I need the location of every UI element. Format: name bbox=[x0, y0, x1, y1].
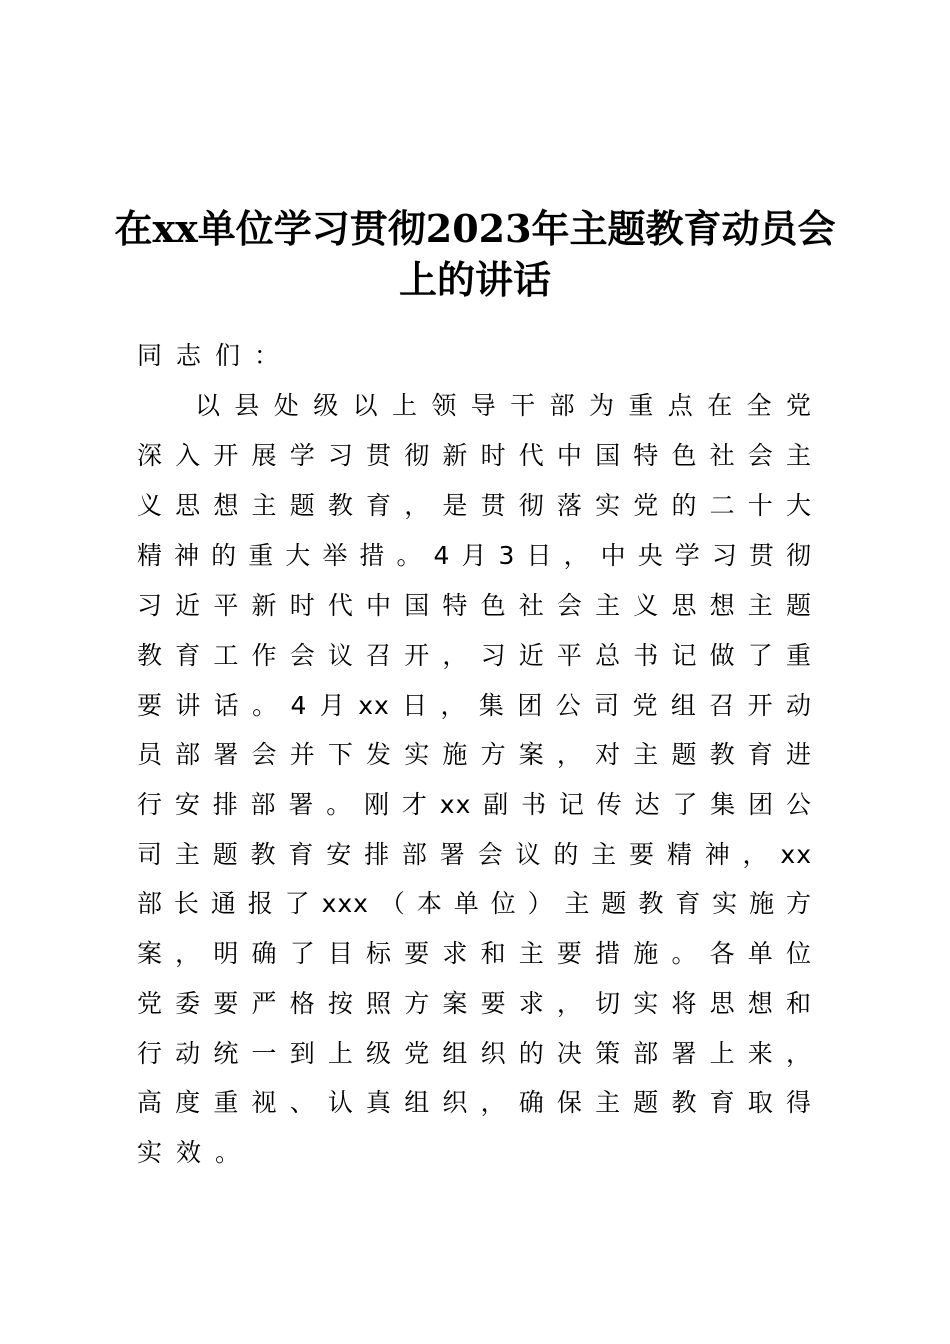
body-line: 司主题教育安排部署会议的主要精神，xx bbox=[137, 840, 812, 869]
salutation: 同志们： bbox=[137, 341, 294, 370]
body-line: 以县处级以上领导干部为重点在全党 bbox=[195, 391, 812, 420]
body-line: 要讲话。4月xx日，集团公司党组召开动 bbox=[137, 691, 812, 720]
body-line: 案，明确了目标要求和主要措施。各单位 bbox=[137, 939, 812, 968]
body-line: 行动统一到上级党组织的决策部署上来， bbox=[137, 1039, 812, 1068]
body-line: 习近平新时代中国特色社会主义思想主题 bbox=[137, 591, 812, 620]
body-line: 精神的重大举措。4月3日，中央学习贯彻 bbox=[137, 541, 812, 570]
body-line: 部长通报了xxx（本单位）主题教育实施方 bbox=[137, 889, 812, 918]
body-line: 行安排部署。刚才xx副书记传达了集团公 bbox=[137, 790, 812, 819]
body-line: 深入开展学习贯彻新时代中国特色社会主 bbox=[137, 441, 812, 470]
document-title-line-1: 在xx单位学习贯彻2023年主题教育动员会 bbox=[114, 206, 836, 251]
body-line: 义思想主题教育，是贯彻落实党的二十大 bbox=[137, 491, 812, 520]
body-line: 党委要严格按照方案要求，切实将思想和 bbox=[137, 989, 812, 1018]
document-title-line-2: 上的讲话 bbox=[398, 257, 551, 302]
body-line: 教育工作会议召开，习近平总书记做了重 bbox=[137, 641, 812, 670]
body-line: 实效。 bbox=[137, 1138, 255, 1167]
body-line: 高度重视、认真组织，确保主题教育取得 bbox=[137, 1088, 812, 1117]
body-line: 员部署会并下发实施方案，对主题教育进 bbox=[137, 740, 812, 769]
